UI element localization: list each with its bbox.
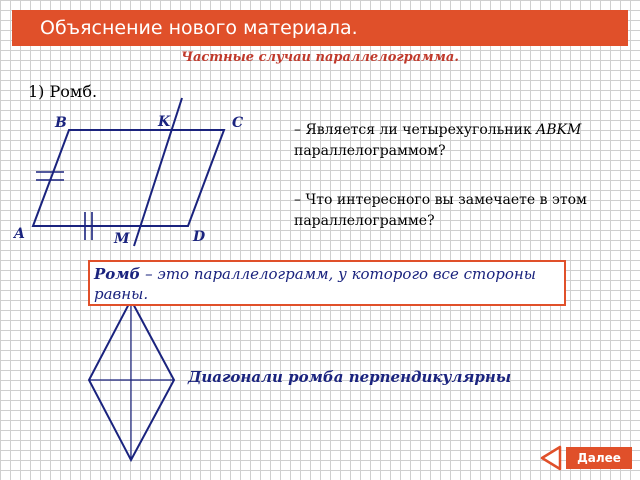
label-b: B (55, 115, 67, 131)
question-1-prefix: – Является ли четырехугольник (294, 122, 537, 138)
label-c: C (232, 115, 244, 131)
next-button[interactable]: Далее (566, 447, 632, 469)
slide-title: Объяснение нового материала. (40, 17, 358, 39)
label-a: A (14, 226, 25, 242)
question-1 (294, 120, 614, 162)
label-m: M (114, 231, 130, 247)
parallelogram-abcd (33, 130, 224, 226)
label-k: K (158, 114, 171, 130)
definition-box (88, 260, 566, 306)
section-heading: 1) Ромб. (28, 82, 98, 101)
definition-text: – это параллелограмм, у которого все стороны равны. (94, 265, 536, 303)
question-1-figure-name: ABKM (536, 122, 582, 138)
previous-arrow-icon[interactable] (540, 445, 562, 471)
label-d: D (193, 229, 206, 245)
slide-subtitle: Частные случаи параллелограмма. (181, 50, 459, 65)
question-1-suffix: параллелограммом? (294, 143, 446, 159)
diagonals-note: Диагонали ромба перпендикулярны (188, 368, 512, 386)
question-2: – Что интересного вы замечаете в этом параллелограмме? (294, 192, 587, 229)
definition-term: Ромб (94, 265, 141, 283)
